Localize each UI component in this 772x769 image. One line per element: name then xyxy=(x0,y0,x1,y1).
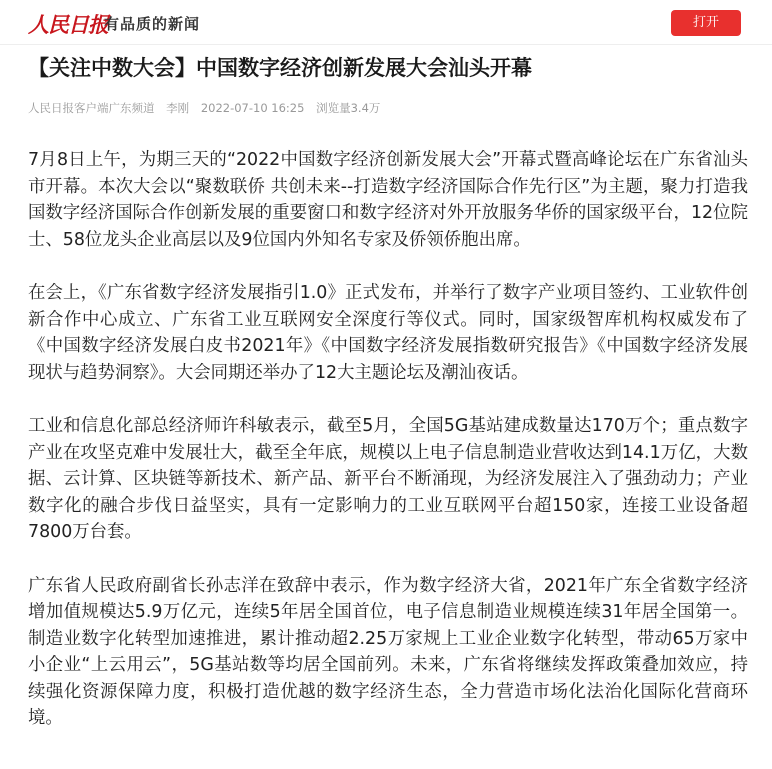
article-source: 人民日报客户端广东频道 xyxy=(28,101,155,115)
article-meta xyxy=(28,100,388,116)
open-app-button[interactable]: 打开 xyxy=(671,10,741,36)
article-views: 浏览量3.4万 xyxy=(316,101,381,115)
article-datetime: 2022-07-10 16:25 xyxy=(200,101,305,115)
slogan: 有品质的新闻 xyxy=(104,15,201,33)
people-daily-logo[interactable]: 人民日报 xyxy=(28,12,108,37)
article-title: 【关注中数大会】中国数字经济创新发展大会汕头开幕 xyxy=(28,56,532,80)
article-author: 李刚 xyxy=(166,101,190,115)
article-paragraph: 在会上，《广东省数字经济发展指引1.0》正式发布，并举行了数字产业项目签约、工业软件创新合作中心成立、广东省工业互联网安全深度行等仪式。同时，国家级智库机构权威发布了《中国数字经济发展白皮书2021年》《中国数字经济发展指数研究报告》《中国数字经济发展现状与趋势洞察》。大会同期还举办了12大主题论坛及潮汕夜话。 xyxy=(28,283,748,383)
article-paragraph: 广东省人民政府副省长孙志洋在致辞中表示，作为数字经济大省，2021年广东全省数字经济增加值规模达5.9万亿元，连续5年居全国首位，电子信息制造业规模连续31年居全国第一。制造业数字化转型加速推进，累计推动超2.25万家规上工业企业数字化转型，带动65万家中小企业“上云用云”，5G基站数等均居全国前列。未来，广东省将继续发挥政策叠加效应，持续强化资源保障力度，积极打造优越的数字经济生态，全力营造市场化法治化国际化营商环境。 xyxy=(28,575,748,728)
article-paragraph: 7月8日上午，为期三天的“2022中国数字经济创新发展大会”开幕式暨高峰论坛在广东省汕头市开幕。本次大会以“聚数联侨 共创未来--打造数字经济国际合作先行区”为主题，聚力打造我国数字经济国际合作创新发展的重要窗口和数字经济对外开放服务华侨的国家级平台，12位院士、58位龙头企业高层以及9位国内外知名专家及侨领侨胞出席。 xyxy=(28,150,748,250)
article-body xyxy=(28,147,748,759)
article-paragraph: 工业和信息化部总经济师许科敏表示，截至5月，全国5G基站建成数量达170万个；重点数字产业在攻坚克难中发展壮大，截至全年底，规模以上电子信息制造业营收达到14.1万亿，大数据、云计算、区块链等新技术、新产品、新平台不断涌现，为经济发展注入了强劲动力；产业数字化的融合步伐日益坚实，具有一定影响力的工业互联网平台超150家，连接工业设备超7800万台套。 xyxy=(28,416,748,542)
top-bar xyxy=(0,0,772,45)
